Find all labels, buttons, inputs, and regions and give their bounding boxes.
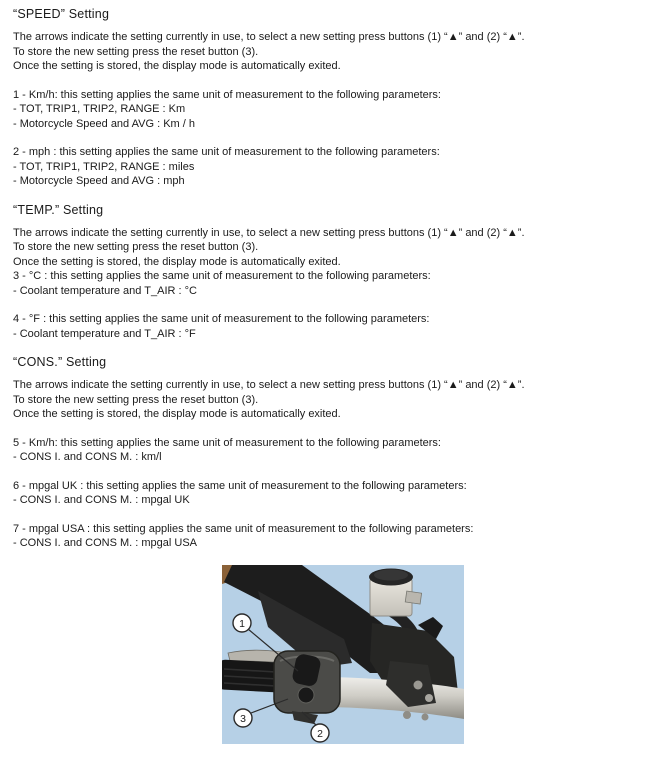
reservoir-cap-top: [374, 569, 408, 580]
temp-setting-heading: “TEMP.” Setting: [13, 202, 104, 217]
cons-option-mpgal-usa: [13, 522, 658, 551]
callout-3: [234, 709, 252, 727]
callout-2: [311, 724, 329, 742]
text-line: To store the new setting press the reset button (3).: [13, 241, 259, 253]
text-line: The arrows indicate the setting currently in use, to select a new setting press buttons (1) “▲” and (2) “▲”.: [13, 226, 525, 239]
reservoir-bracket: [405, 591, 421, 604]
text-line: - Motorcycle Speed and AVG : Km / h: [13, 117, 195, 130]
clamp-bolt: [422, 713, 429, 720]
callout-1-label: 1: [239, 617, 245, 630]
callout-2-label: 2: [317, 727, 323, 740]
text-line: To store the new setting press the reset button (3).: [13, 45, 259, 58]
text-line: - CONS I. and CONS M. : km/l: [13, 451, 162, 463]
cons-setting-heading: “CONS.” Setting: [13, 355, 107, 369]
clamp-bolt: [425, 694, 433, 702]
text-line: 1 - Km/h: this setting applies the same unit of measurement to the following parameters:: [13, 88, 441, 101]
speed-option-mph: [13, 145, 658, 189]
text-line: - TOT, TRIP1, TRIP2, RANGE : miles: [13, 160, 195, 173]
text-line: The arrows indicate the setting currently in use, to select a new setting press buttons (1) “▲” and (2) “▲”.: [13, 379, 525, 391]
clamp-bolt: [403, 711, 411, 719]
figure-handlebar-controls: [222, 565, 464, 744]
section-speed-setting: [13, 7, 658, 189]
speed-intro-paragraph: [13, 30, 658, 74]
temp-option-fahrenheit: [13, 312, 658, 341]
text-line: To store the new setting press the reset button (3).: [13, 393, 259, 406]
section-cons-setting: [13, 355, 658, 551]
text-line: 6 - mpgal UK : this setting applies the same unit of measurement to the following parameters:: [13, 479, 467, 492]
text-line: 3 - °C : this setting applies the same unit of measurement to the following parameters:: [13, 270, 431, 282]
text-line: 2 - mph : this setting applies the same unit of measurement to the following parameters:: [13, 146, 440, 158]
text-line: The arrows indicate the setting currently in use, to select a new setting press buttons (1) “▲” and (2) “▲”.: [13, 31, 525, 43]
text-line: Once the setting is stored, the display mode is automatically exited.: [13, 408, 341, 420]
text-line: Once the setting is stored, the display mode is automatically exited.: [13, 60, 341, 72]
text-line: - Coolant temperature and T_AIR : °C: [13, 284, 197, 297]
text-line: - TOT, TRIP1, TRIP2, RANGE : Km: [13, 103, 186, 115]
speed-setting-heading: “SPEED” Setting: [13, 7, 110, 21]
section-temp-setting: [13, 203, 658, 342]
text-line: - CONS I. and CONS M. : mpgal UK: [13, 494, 190, 506]
text-line: - Motorcycle Speed and AVG : mph: [13, 175, 185, 187]
text-line: - CONS I. and CONS M. : mpgal USA: [13, 537, 197, 549]
clamp-bolt: [414, 680, 423, 689]
text-line: 5 - Km/h: this setting applies the same unit of measurement to the following parameters:: [13, 436, 441, 449]
cons-option-mpgal-uk: [13, 479, 658, 508]
cons-option-kml: [13, 436, 658, 465]
text-line: Once the setting is stored, the display mode is automatically exited.: [13, 255, 341, 268]
speed-option-kmh: [13, 88, 658, 132]
handlebar-controls-photo: [222, 565, 464, 744]
text-line: 7 - mpgal USA : this setting applies the same unit of measurement to the following parameters:: [13, 522, 474, 535]
cons-intro-paragraph: [13, 378, 658, 422]
callout-1: [233, 614, 251, 632]
reset-button: [298, 687, 314, 703]
text-line: 4 - °F : this setting applies the same unit of measurement to the following parameters:: [13, 313, 430, 325]
callout-3-label: 3: [240, 712, 246, 725]
text-line: - Coolant temperature and T_AIR : °F: [13, 327, 196, 340]
temp-intro-and-celsius: [13, 226, 658, 299]
